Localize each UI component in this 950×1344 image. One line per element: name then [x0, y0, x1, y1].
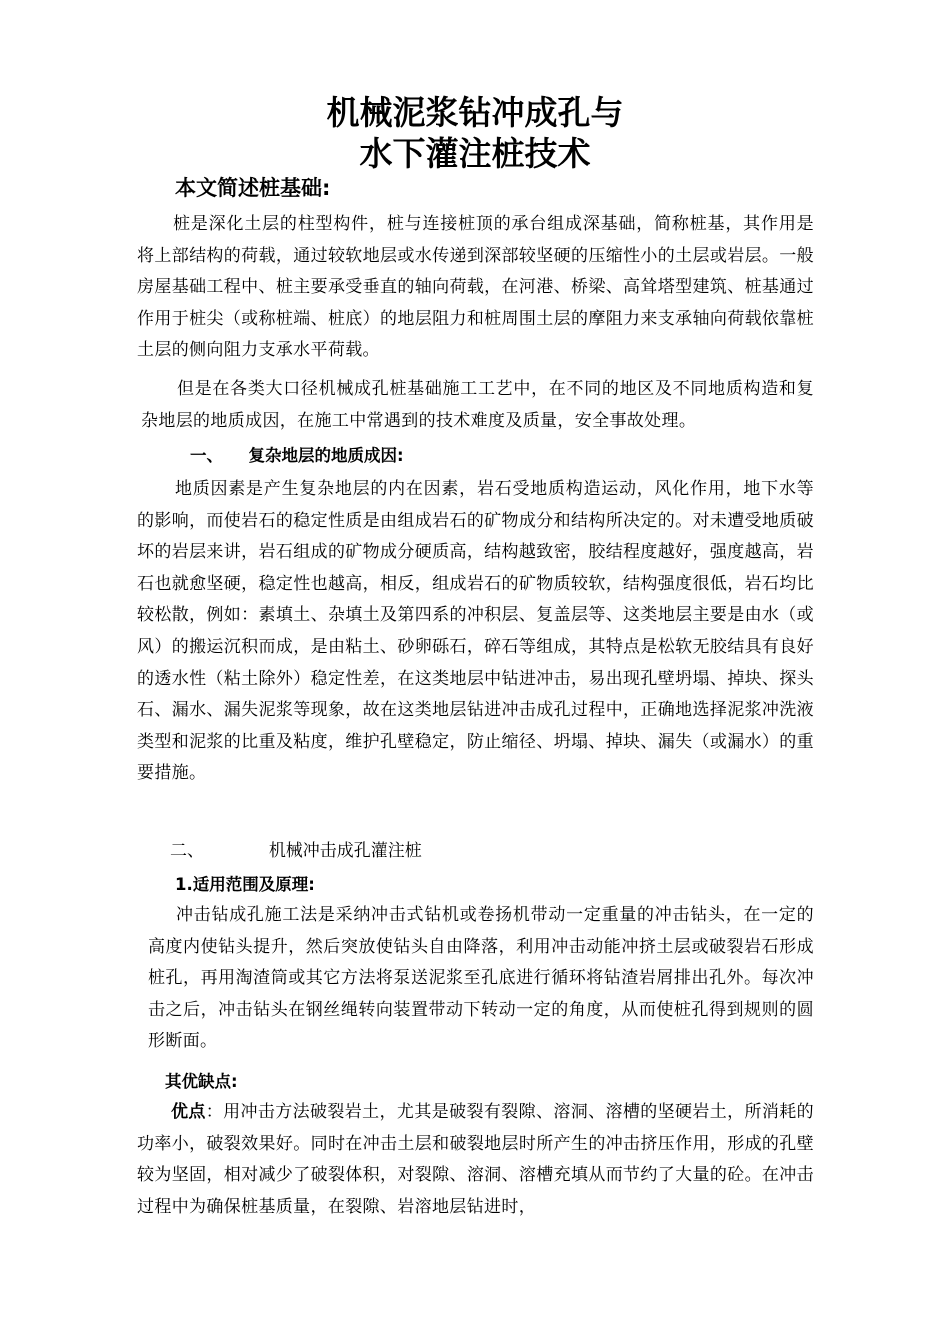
document-title-line-2: 水下灌注桩技术	[359, 134, 591, 173]
advantages-lead: 优点	[171, 1102, 206, 1122]
section-2-number: 二、	[170, 841, 204, 861]
document-title-line-1: 机械泥浆钻冲成孔与	[326, 93, 624, 132]
section-heading-2	[170, 837, 422, 865]
paragraph-advantages	[137, 1097, 814, 1223]
intro-heading: 本文简述桩基础:	[175, 176, 331, 200]
section-2-title: 机械冲击成孔灌注桩	[268, 841, 422, 861]
section-1-title: 复杂地层的地质成因:	[248, 446, 404, 465]
paragraph-construction-difficulty: 但是在各类大口径机械成孔桩基础施工工艺中，在不同的地区及不同地质构造和复杂地层的地质成因，在施工中常遇到的技术难度及质量，安全事故处理。	[141, 379, 814, 431]
advantages-text: ：用冲击方法破裂岩土，尤其是破裂有裂隙、溶洞、溶槽的坚硬岩土，所消耗的功率小，破裂效果好。同时在冲击土层和破裂地层时所产生的冲击挤压作用，形成的孔壁较为坚固，相对减少了破裂体积，对裂隙、溶洞、溶槽充填从而节约了大量的砼。在冲击过程中为确保桩基质量，在裂隙、岩溶地层钻进时，	[137, 1102, 815, 1217]
paragraph-impact-drilling-principle: 冲击钻成孔施工法是采纳冲击式钻机或卷扬机带动一定重量的冲击钻头，在一定的高度内使钻头提升，然后突放使钻头自由降落，利用冲击动能冲挤土层或破裂岩石形成桩孔，再用淘渣筒或其它方法将泵送泥浆至孔底进行循环将钻渣岩屑排出孔外。每次冲击之后，冲击钻头在钢丝绳转向装置带动下转动一定的角度，从而使桩孔得到规则的圆形断面。	[148, 905, 814, 1052]
section-heading-1	[190, 442, 404, 470]
subsection-heading-scope: 1.适用范围及原理:	[175, 875, 315, 894]
paragraph-geological-factors: 地质因素是产生复杂地层的内在因素，岩石受地质构造运动，风化作用，地下水等的影响，而使岩石的稳定性质是由组成岩石的矿物成分和结构所决定的。对未遭受地质破坏的岩层来讲，岩石组成的矿物成分硬质高，结构越致密，胶结程度越好，强度越高，岩石也就愈坚硬，稳定性也越高，相反，组成岩石的矿物质较软，结构强度很低，岩石均比较松散，例如：素填土、杂填土及第四系的冲积层、复盖层等、这类地层主要是由水（或风）的搬运沉积而成，是由粘土、砂卵砾石，碎石等组成，其特点是松软无胶结具有良好的透水性（粘土除外）稳定性差，在这类地层中钻进冲击，易出现孔壁坍塌、掉块、探头石、漏水、漏失泥浆等现象，故在这类地层钻进冲击成孔过程中，正确地选择泥浆冲洗液类型和泥浆的比重及粘度，维护孔壁稳定，防止缩径、坍塌、掉块、漏失（或漏水）的重要措施。	[137, 479, 814, 784]
subsection-heading-pros-cons: 其优缺点:	[165, 1072, 238, 1091]
paragraph-pile-definition: 桩是深化土层的柱型构件，桩与连接桩顶的承台组成深基础，简称桩基，其作用是将上部结构的荷载，通过较软地层或水传递到深部较坚硬的压缩性小的土层或岩层。一般房屋基础工程中、桩主要承受垂直的轴向荷载，在河港、桥梁、高耸塔型建筑、桩基通过作用于桩尖（或称桩端、桩底）的地层阻力和桩周围土层的摩阻力来支承轴向荷载依靠桩土层的侧向阻力支承水平荷载。	[137, 214, 814, 361]
section-1-number: 一、	[190, 446, 223, 465]
